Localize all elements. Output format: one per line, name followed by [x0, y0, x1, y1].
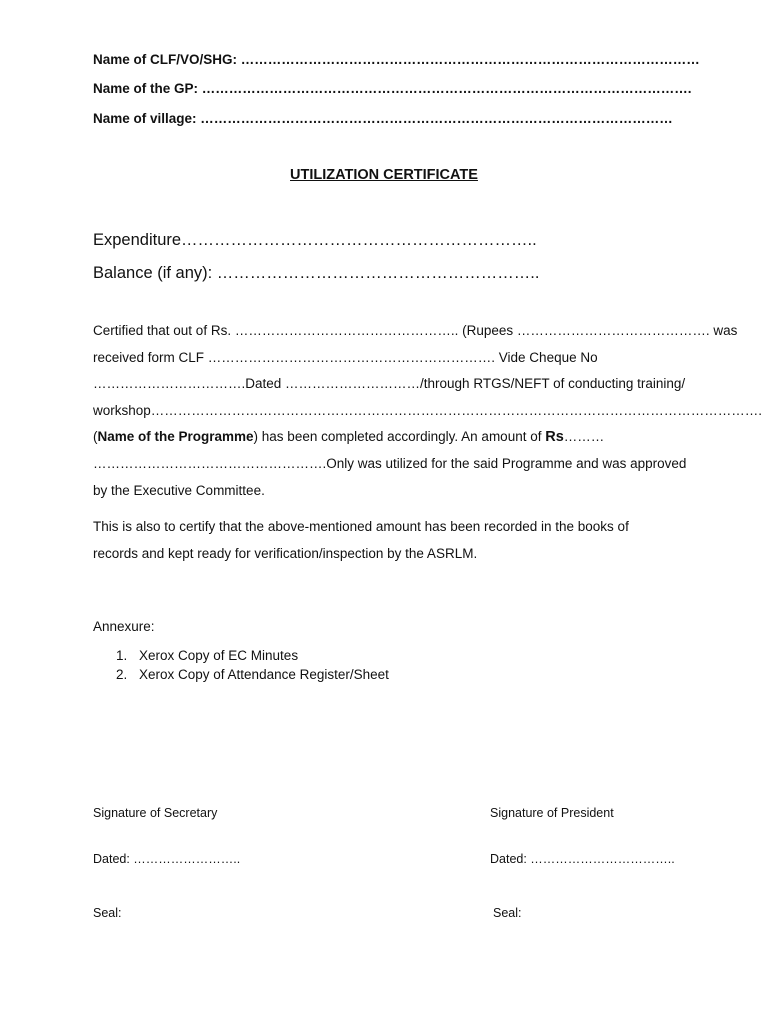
rs-label: Rs [545, 429, 564, 445]
annexure-label: Annexure: [93, 619, 155, 634]
certified-line-2: received form CLF ………………………………………………………. Vide Cheque No [93, 350, 598, 365]
secretary-signature-label: Signature of Secretary [93, 806, 218, 820]
secretary-seal-field: Seal: [93, 906, 122, 920]
annexure-item-1-number: 1. [116, 648, 128, 663]
paren-open: ( [93, 429, 98, 444]
gp-name-field: Name of the GP: ………………………………………………………………………………………………. [93, 81, 692, 96]
president-seal-field: Seal: [493, 906, 522, 920]
certified-line-1: Certified that out of Rs. ………………………………………….. (Rupees ……………………………………. was [93, 323, 738, 338]
certified-line-5-mid: ) has been completed accordingly. An amount of [253, 429, 546, 444]
annexure-item-2: Xerox Copy of Attendance Register/Sheet [139, 667, 389, 682]
annexure-item-2-number: 2. [116, 667, 128, 682]
document-title: UTILIZATION CERTIFICATE [290, 167, 478, 183]
secretary-dated-field: Dated: …………………….. [93, 852, 241, 866]
clf-name-field: Name of CLF/VO/SHG: ………………………………………………………………………………………… [93, 52, 700, 67]
president-dated-field: Dated: …………………………….. [490, 852, 675, 866]
expenditure-field: Expenditure……………………………………………………….. [93, 231, 537, 249]
certified-line-3: …………………………….Dated …………………………/through RTGS/NEFT of conducting training/ [93, 376, 686, 391]
annexure-item-1: Xerox Copy of EC Minutes [139, 648, 299, 663]
president-signature-label: Signature of President [490, 806, 614, 820]
village-name-field: Name of village: …………………………………………………………………………………………… [93, 111, 673, 126]
certified-line-6: …………………………………………….Only was utilized for the said Programme and was approved [93, 456, 687, 471]
also-certify-line-1: This is also to certify that the above-mentioned amount has been recorded in the books of [93, 519, 629, 534]
certified-line-7: by the Executive Committee. [93, 483, 265, 498]
also-certify-line-2: records and kept ready for verification/inspection by the ASRLM. [93, 546, 478, 561]
balance-field: Balance (if any): ………………………………………………….. [93, 264, 540, 282]
programme-name-label: Name of the Programme [97, 429, 254, 444]
certified-line-5-end: ……… [563, 429, 605, 444]
certified-line-5 [93, 429, 604, 445]
certified-line-4: workshop………………………………………………………………………………………………………………………. [93, 403, 763, 418]
